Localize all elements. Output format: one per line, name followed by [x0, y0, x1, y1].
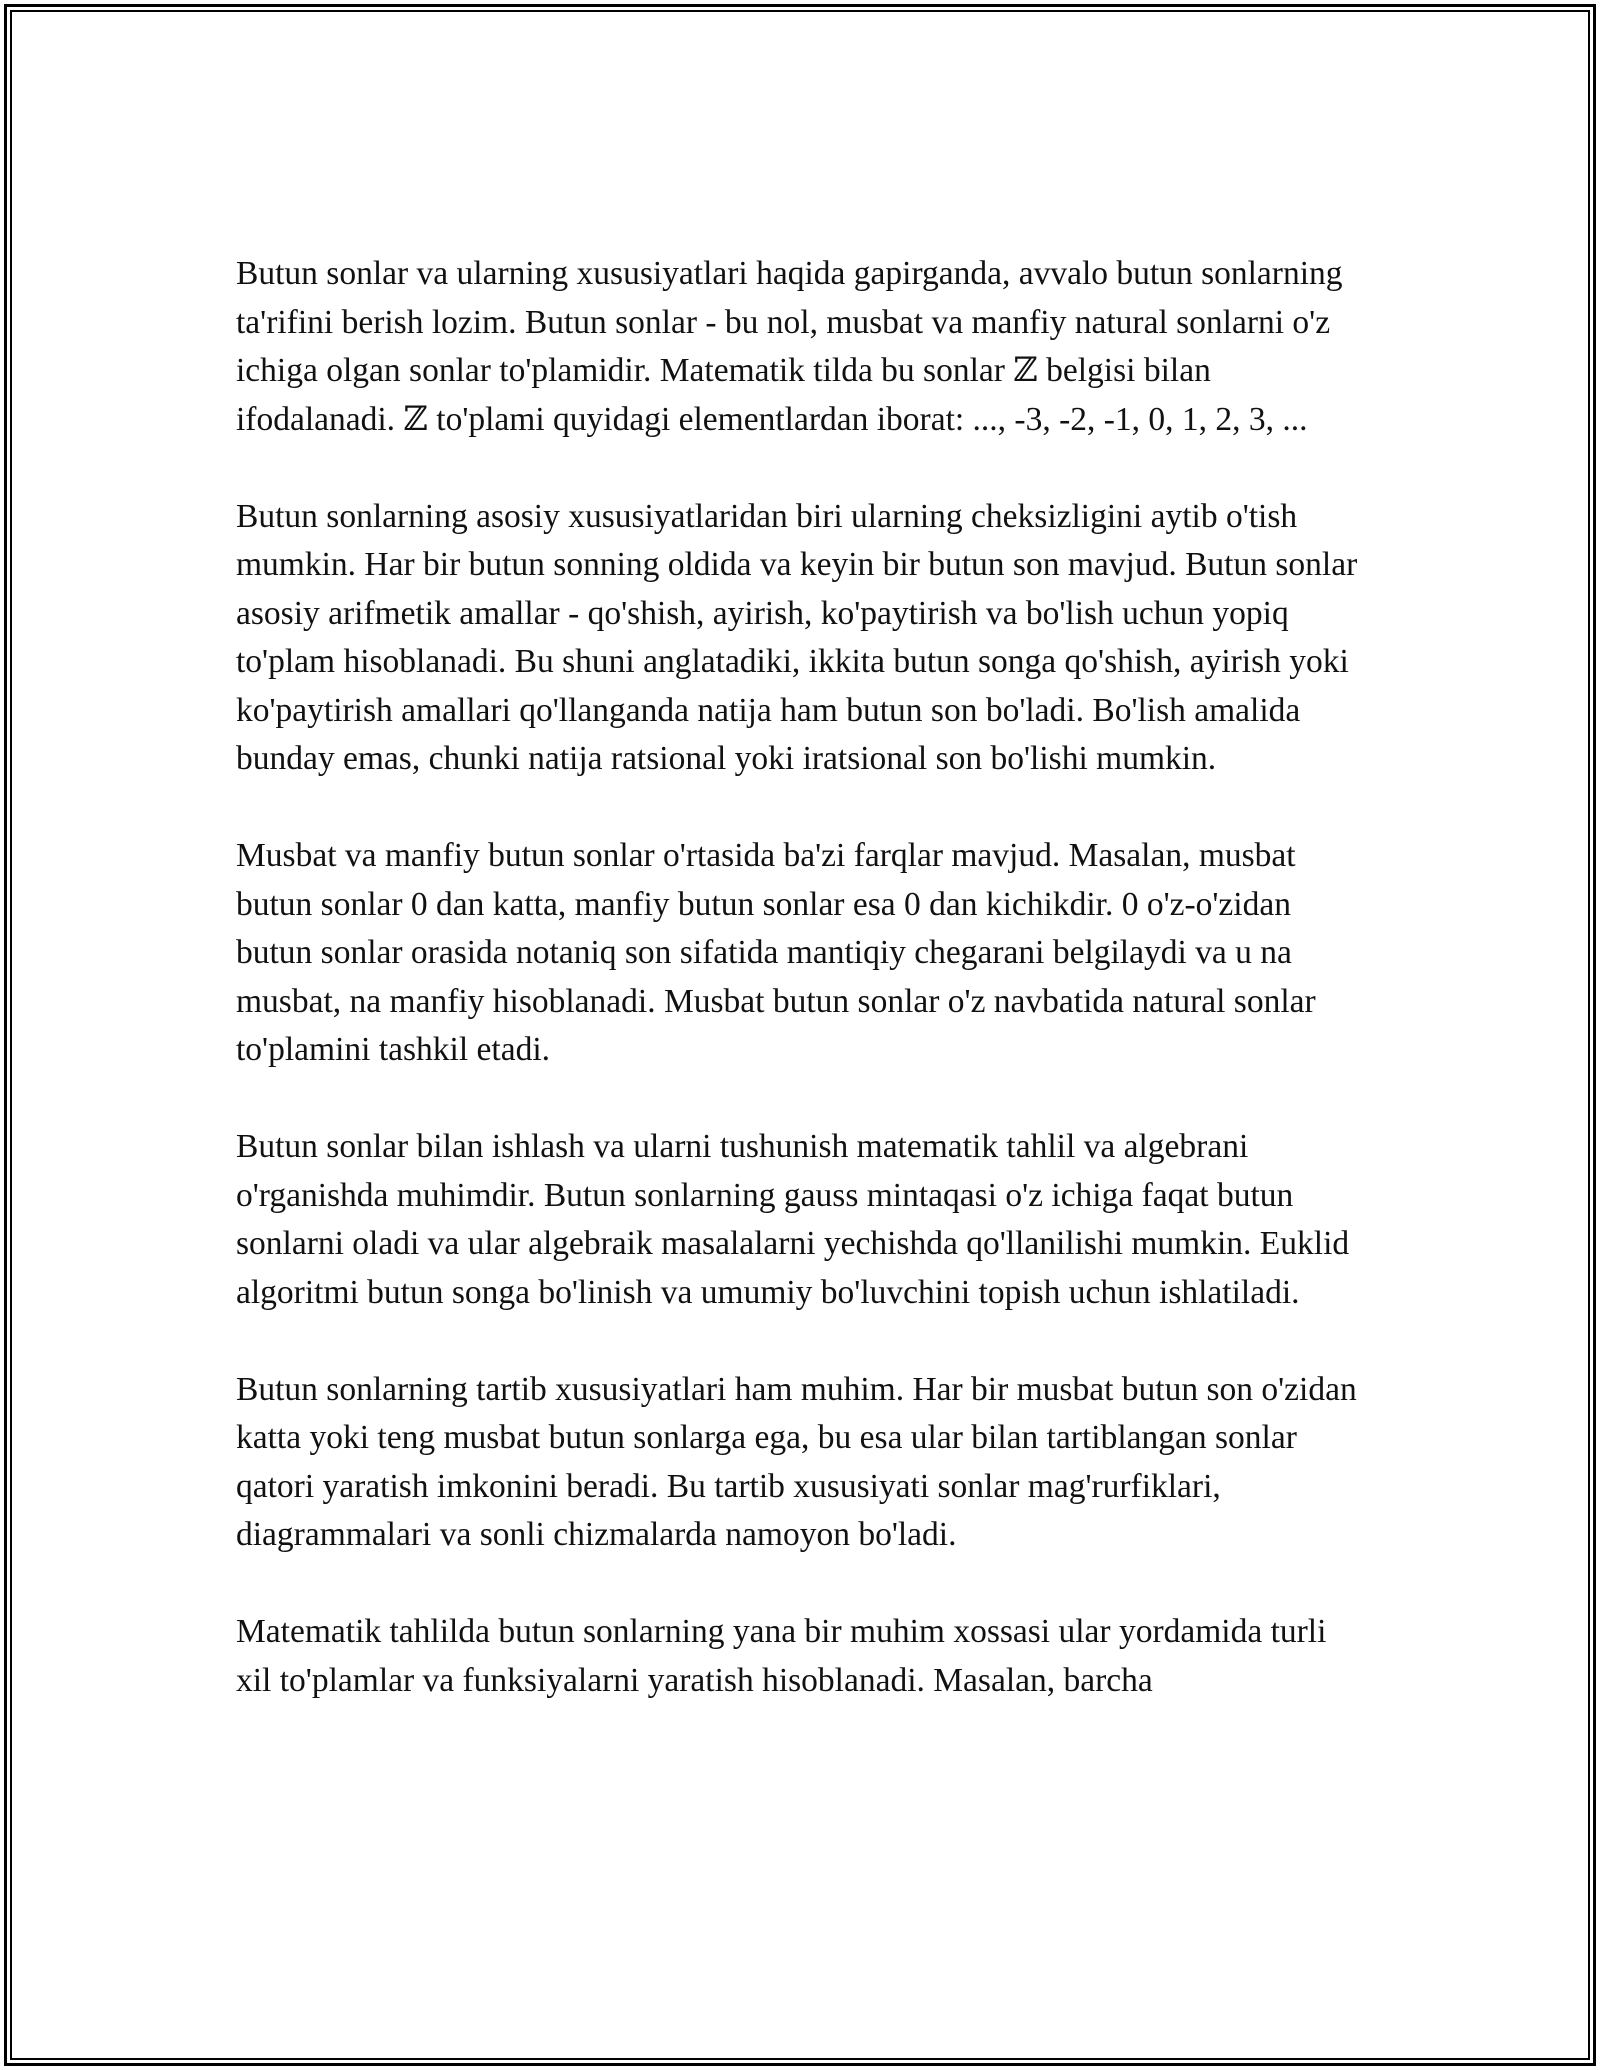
paragraph-5: Butun sonlarning tartib xususiyatlari ham muhim. Har bir musbat butun son o'zidan katta yoki teng musbat butun sonlarga ega, bu esa ular bilan tartiblangan sonlar qatori yaratish imkonini beradi. Bu tartib xususiyati sonlar mag'rurfiklari, diagrammalari va sonli chizmalarda namoyon bo'ladi.	[236, 1370, 1357, 1553]
paragraph-2: Butun sonlarning asosiy xususiyatlaridan biri ularning cheksizligini aytib o'tish mumkin. Har bir butun sonning oldida va keyin bir butun son mavjud. Butun sonlar asosiy arifmetik amallar - qo'shish, ayirish, ko'paytirish va bo'lish uchun yopiq to'plam hisoblanadi. Bu shuni anglatadiki, ikkita butun songa qo'shish, ayirish yoki ko'paytirish amallari qo'llanganda natija ham butun son bo'ladi. Bo'lish amalida bunday emas, chunki natija ratsional yoki iratsional son bo'lishi mumkin.	[236, 497, 1358, 777]
document-body	[236, 250, 1366, 1754]
paragraph-4: Butun sonlar bilan ishlash va ularni tushunish matematik tahlil va algebrani o'rganishda muhimdir. Butun sonlarning gauss mintaqasi o'z ichiga faqat butun sonlarni oladi va ular algebraik masalalarni yechishda qo'llanilishi mumkin. Euklid algoritmi butun songa bo'linish va umumiy bo'luvchini topish uchun ishlatiladi.	[236, 1128, 1350, 1311]
paragraph-1: Butun sonlar va ularning xususiyatlari haqida gapirganda, avvalo butun sonlarning ta'rifini berish lozim. Butun sonlar - bu nol, musbat va manfiy natural sonlarni o'z ichiga olgan sonlar to'plamidir. Matematik tilda bu sonlar ℤ belgisi bilan ifodalanadi. ℤ to'plami quyidagi elementlardan iborat: ..., -3, -2, -1, 0, 1, 2, 3, ...	[236, 255, 1343, 438]
paragraph-6: Matematik tahlilda butun sonlarning yana bir muhim xossasi ular yordamida turli xil to'plamlar va funksiyalarni yaratish hisoblanadi. Masalan, barcha	[236, 1613, 1327, 1699]
paragraph-3: Musbat va manfiy butun sonlar o'rtasida ba'zi farqlar mavjud. Masalan, musbat butun sonlar 0 dan katta, manfiy butun sonlar esa 0 dan kichikdir. 0 o'z-o'zidan butun sonlar orasida notaniq son sifatida mantiqiy chegarani belgilaydi va u na musbat, na manfiy hisoblanadi. Musbat butun sonlar o'z navbatida natural sonlar to'plamini tashkil etadi.	[236, 837, 1316, 1068]
